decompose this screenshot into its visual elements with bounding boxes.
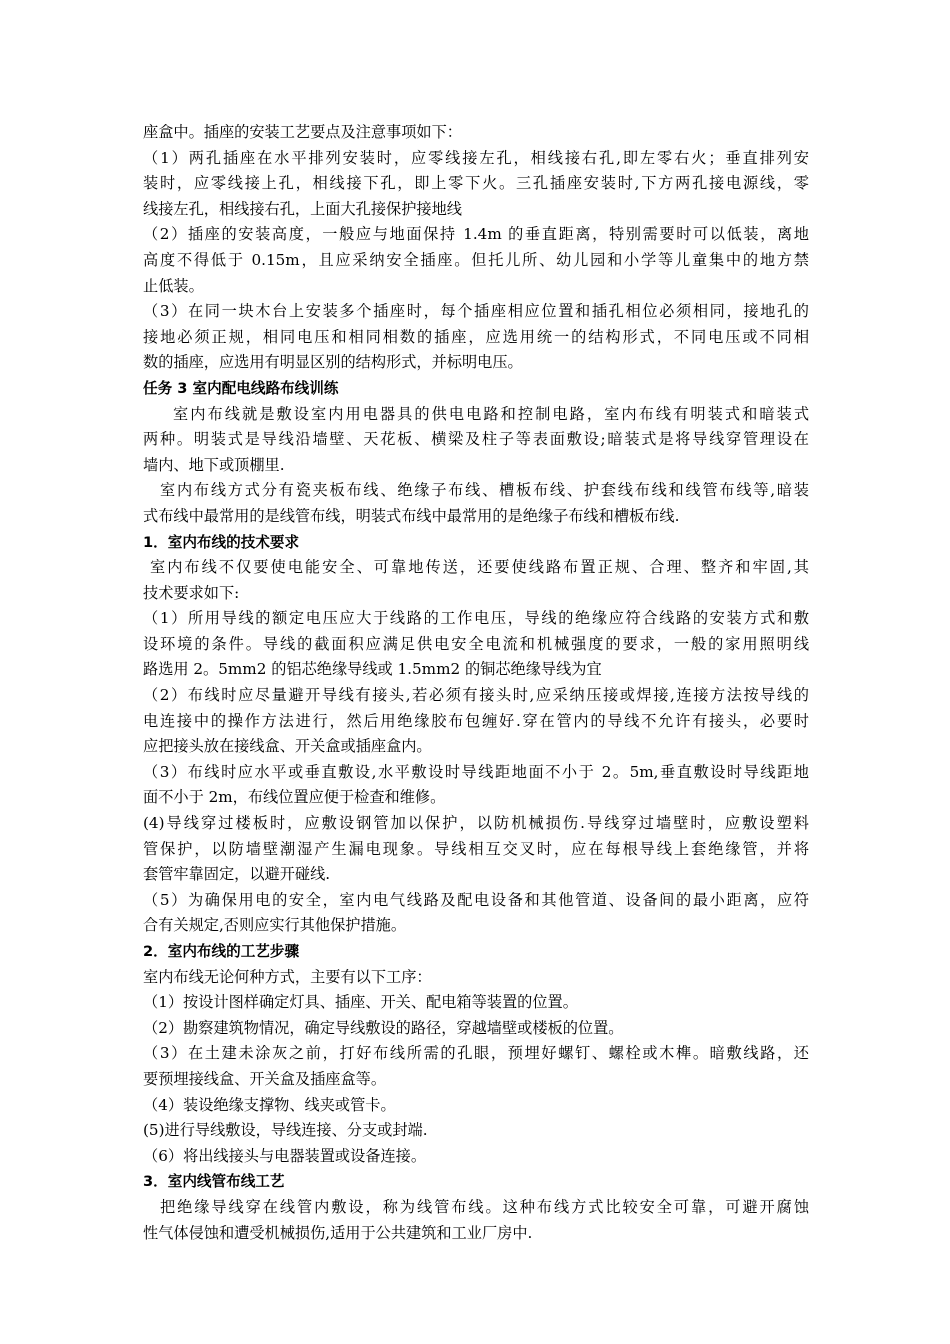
section-heading: 3．室内线管布线工艺 [143,1173,285,1191]
text-line: 设环境的条件。导线的截面积应满足供电安全电流和机械强度的要求，一般的家用照明线 [143,634,809,653]
text-line: 管保护，以防墙壁潮湿产生漏电现象。导线相互交叉时，应在每根导线上套绝缘管，并将 [143,839,809,858]
text-line: 高度不得低于 0.15m，且应采纳安全插座。但托儿所、幼儿园和小学等儿童集中的地方禁 [143,250,809,269]
text-line: 数的插座，应选用有明显区别的结构形式，并标明电压。 [143,353,523,372]
text-line: 性气体侵蚀和遭受机械损伤,适用于公共建筑和工业厂房中. [143,1223,533,1242]
text-line: 止低装。 [143,276,204,295]
text-line: 合有关规定,否则应实行其他保护措施。 [143,916,407,935]
text-line: 路选用 2。5mm2 的铝芯绝缘导线或 1.5mm2 的铜芯绝缘导线为宜 [143,660,602,679]
text-line: (5)进行导线敷设，导线连接、分支或封端. [143,1121,428,1140]
section-heading: 任务 3 室内配电线路布线训练 [143,379,339,397]
text-line: 电连接中的操作方法进行，然后用绝缘胶布包缠好.穿在管内的导线不允许有接头，必要时 [143,711,809,730]
document-page [143,120,809,1246]
text-line: 面不小于 2m，布线位置应便于检查和维修。 [143,788,446,807]
text-line: （3）在同一块木台上安装多个插座时，每个插座相应位置和插孔相位必须相同，接地孔的 [143,302,809,321]
text-line: 室内布线方式分有瓷夹板布线、绝缘子布线、槽板布线、护套线布线和线管布线等,暗装 [160,481,809,500]
section-heading: 2．室内布线的工艺步骤 [143,943,300,960]
text-line: （2）布线时应尽量避开导线有接头,若必须有接头时,应采纳压接或焊接,连接方法按导线的 [143,686,809,705]
text-line: 应把接头放在接线盒、开关盒或插座盒内。 [143,737,432,756]
text-line: 室内布线就是敷设室内用电器具的供电电路和控制电路，室内布线有明装式和暗装式 [173,404,809,423]
text-line: 墙内、地下或顶棚里. [143,455,285,474]
text-line: （1）所用导线的额定电压应大于线路的工作电压，导线的绝缘应符合线路的安装方式和敷 [143,609,809,628]
text-line: 室内布线无论何种方式，主要有以下工序： [143,967,432,986]
text-line: （1）按设计图样确定灯具、插座、开关、配电箱等装置的位置。 [143,993,578,1012]
text-line: （1）两孔插座在水平排列安装时，应零线接左孔，相线接右孔,即左零右火；垂直排列安 [143,148,809,167]
text-line: （2）勘察建筑物情况，确定导线敷设的路径，穿越墙壁或楼板的位置。 [143,1018,624,1037]
text-line: 接地必须正规，相同电压和相同相数的插座，应选用统一的结构形式，不同电压或不同相 [143,327,809,346]
section-heading: 1．室内布线的技术要求 [143,533,300,551]
text-line: 线接左孔，相线接右孔，上面大孔接保护接地线 [143,199,462,218]
text-line: 装时，应零线接上孔，相线接下孔，即上零下火。三孔插座安装时,下方两孔接电源线，零 [143,174,809,193]
text-line: （2）插座的安装高度，一般应与地面保持 1.4m 的垂直距离，特别需要时可以低装，离地 [143,225,809,244]
text-line: 两种。明装式是导线沿墙壁、天花板、横梁及柱子等表面敷设;暗装式是将导线穿管理设在 [143,430,809,449]
text-line: （3）布线时应水平或垂直敷设,水平敷设时导线距地面不小于 2。5m,垂直敷设时导线距地 [143,762,809,781]
text-line: 要预埋接线盒、开关盒及插座盒等。 [143,1069,386,1088]
text-line: （4）装设绝缘支撑物、线夹或管卡。 [143,1095,396,1114]
text-line: 座盒中。插座的安装工艺要点及注意事项如下： [143,123,462,141]
text-line: 套管牢靠固定，以避开碰线. [143,865,331,884]
text-line: 把绝缘导线穿在线管内敷设，称为线管布线。这种布线方式比较安全可靠，可避开腐蚀 [160,1197,809,1216]
text-line: （5）为确保用电的安全，室内电气线路及配电设备和其他管道、设备间的最小距离，应符 [143,890,809,909]
text-line: （6）将出线接头与电器装置或设备连接。 [143,1146,427,1165]
text-line: (4)导线穿过楼板时，应敷设钢管加以保护，以防机械损伤.导线穿过墙壁时，应敷设塑料 [143,814,809,833]
text-line: 技术要求如下: [143,583,240,602]
text-line: （3）在土建未涂灰之前，打好布线所需的孔眼，预埋好螺钉、螺栓或木榫。暗敷线路，还 [143,1044,809,1063]
text-line: 式布线中最常用的是线管布线，明装式布线中最常用的是绝缘子布线和槽板布线. [143,506,680,525]
text-line: 室内布线不仅要使电能安全、可靠地传送，还要使线路布置正规、合理、整齐和牢固,其 [150,558,809,577]
